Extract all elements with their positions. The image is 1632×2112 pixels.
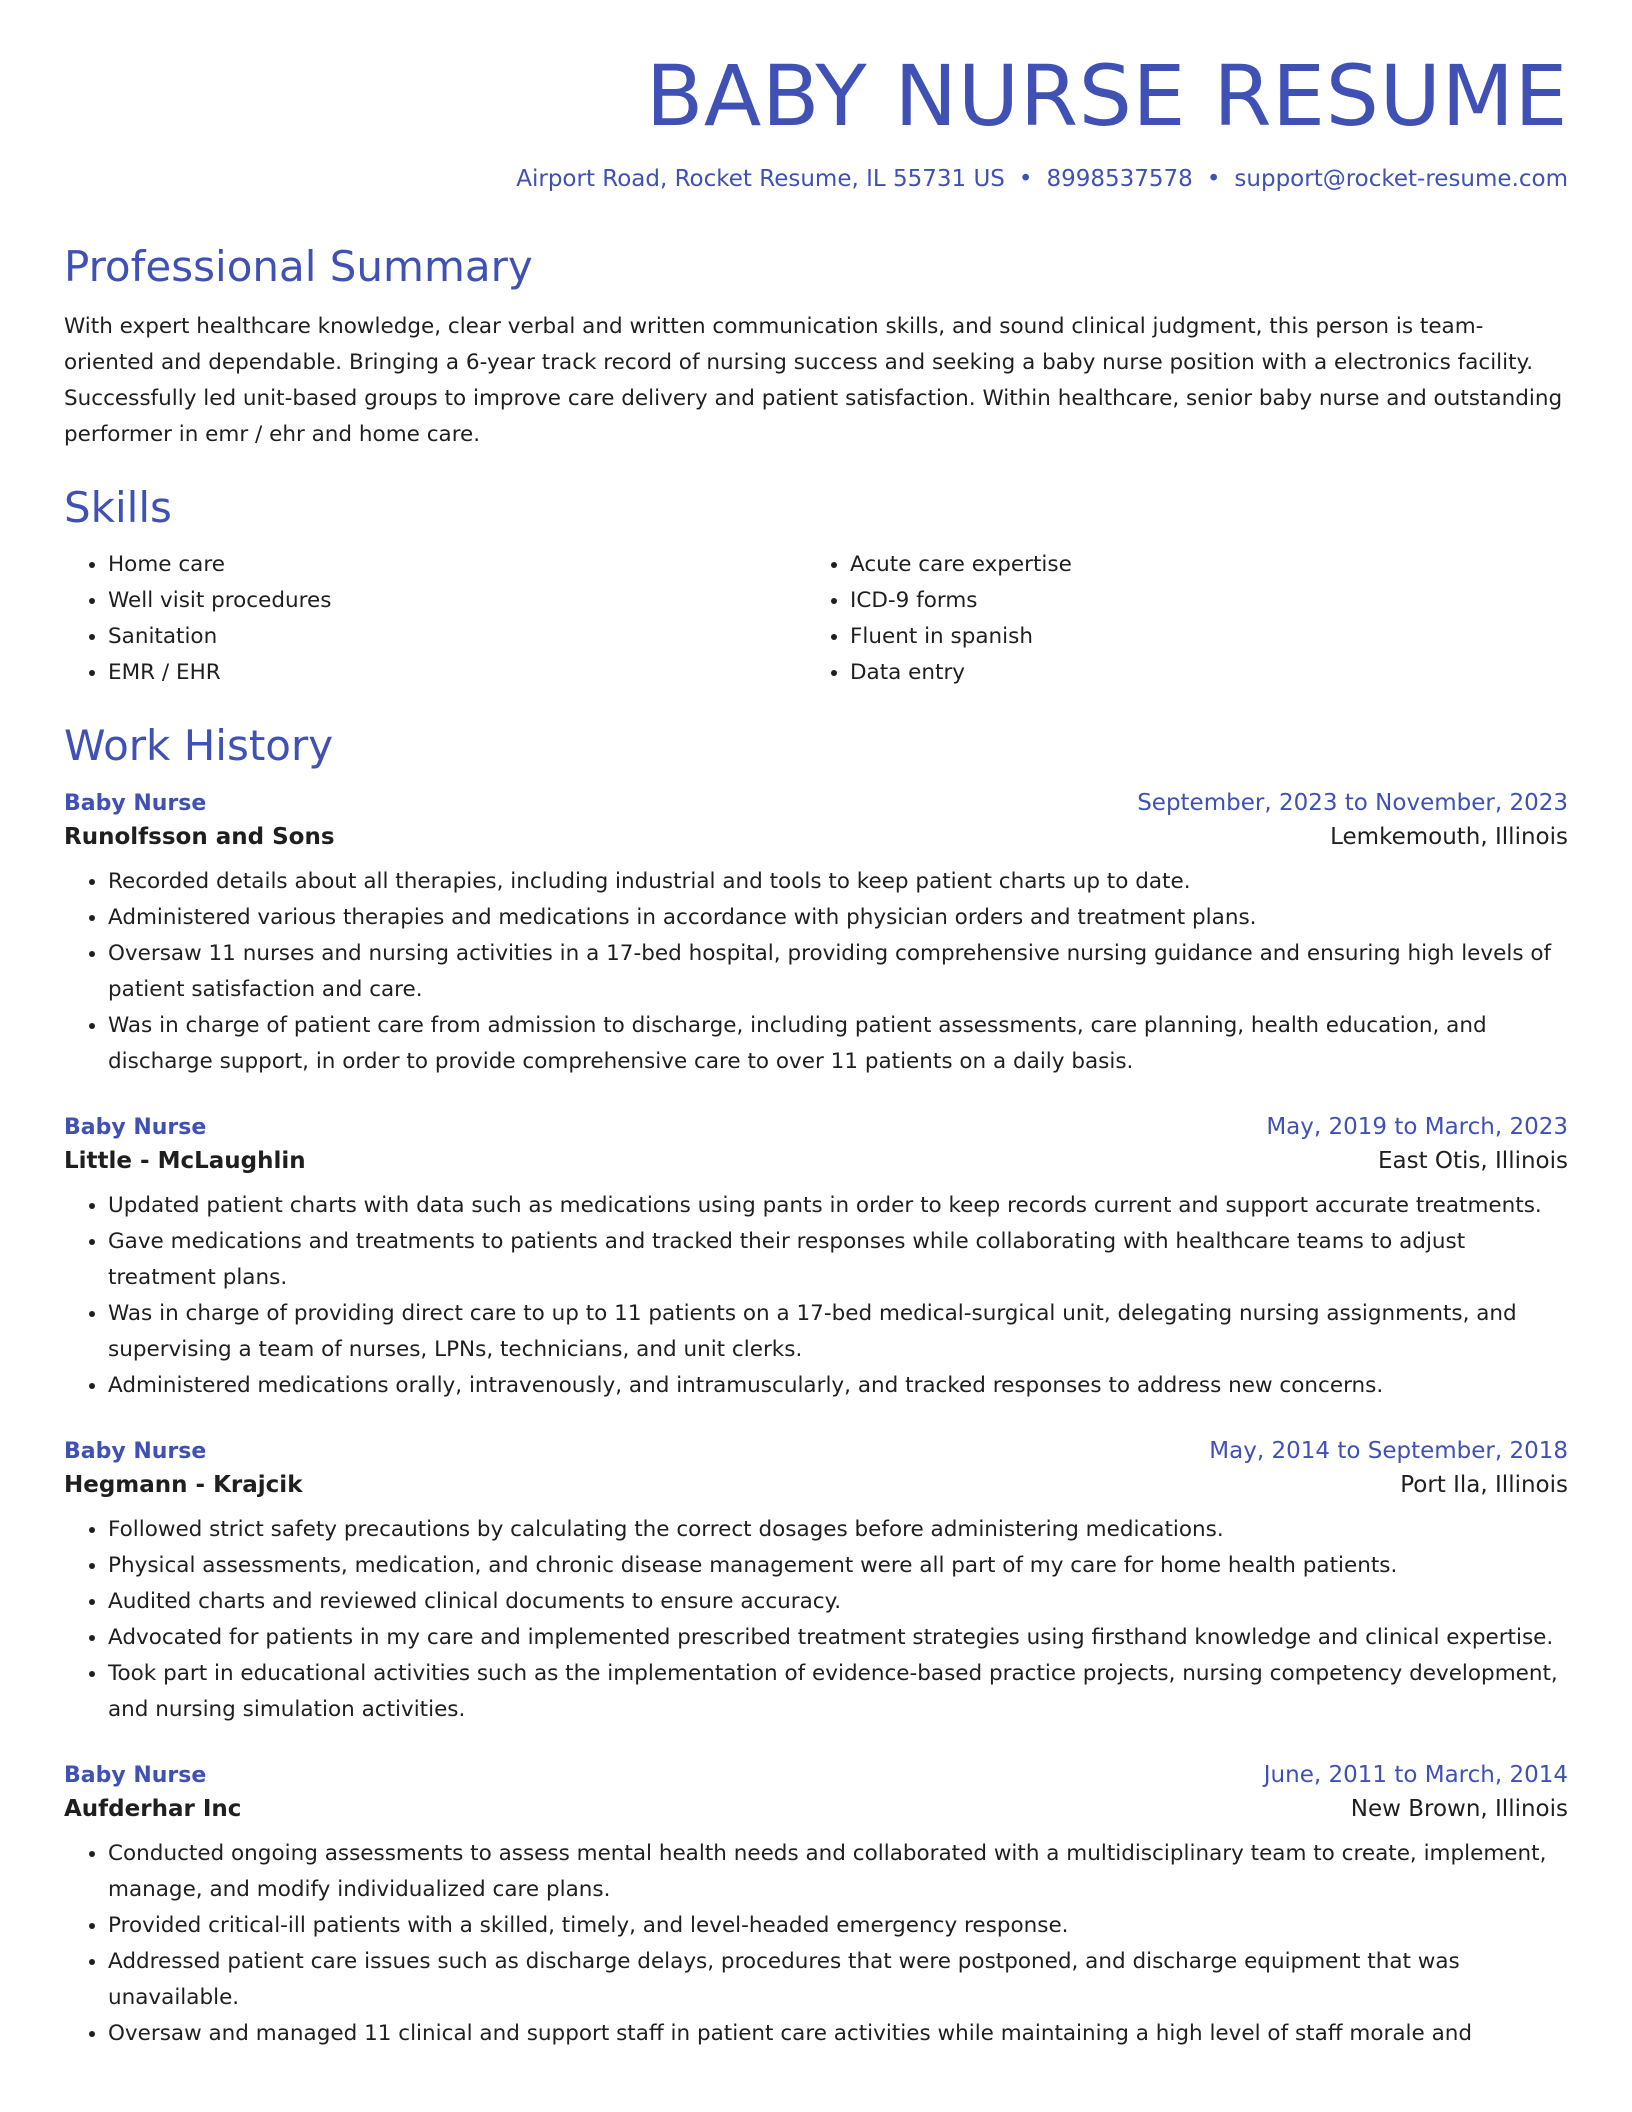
- job-dates: September, 2023 to November, 2023: [1137, 789, 1568, 816]
- skills-list: [64, 547, 1568, 691]
- resume-name: BABY NURSE RESUME: [645, 47, 1568, 145]
- job-company-row: [64, 1148, 1568, 1174]
- job-bullet: • Provided critical-ill patients with a skilled, timely, and level-headed emergency response.: [108, 1908, 1568, 1944]
- job-bullet: • Gave medications and treatments to patients and tracked their responses while collaborating with healthcare teams to adjust treatment plans.: [108, 1224, 1568, 1296]
- skill-item: • ICD-9 forms: [850, 583, 1548, 619]
- job-bullet: • Followed strict safety precautions by calculating the correct dosages before administering medications.: [108, 1512, 1568, 1548]
- separator-dot: •: [1018, 166, 1033, 193]
- job-bullet: • Conducted ongoing assessments to assess mental health needs and collaborated with a multidisciplinary team to create, implement, manage, and modify individualized care plans.: [108, 1836, 1568, 1908]
- job-bullet: • Was in charge of patient care from admission to discharge, including patient assessments, care planning, health education, and discharge support, in order to provide comprehensive care to over 11 patients on a daily basis.: [108, 1008, 1568, 1080]
- job-company-row: [64, 1472, 1568, 1498]
- job-bullets: [64, 1512, 1568, 1728]
- job-company: Runolfsson and Sons: [64, 823, 335, 850]
- work-history-heading: Work History: [64, 721, 334, 771]
- job-title: Baby Nurse: [64, 790, 207, 816]
- job-bullets: [64, 1188, 1568, 1404]
- job-bullet: • Oversaw 11 nurses and nursing activities in a 17-bed hospital, providing comprehensive nursing guidance and ensuring high levels of patient satisfaction and care.: [108, 936, 1568, 1008]
- job-header-row: [64, 790, 1568, 816]
- job-header-row: [64, 1438, 1568, 1464]
- job-entry: [64, 1762, 1568, 2052]
- skills-column-right: [806, 547, 1548, 691]
- job-bullets: [64, 864, 1568, 1080]
- job-dates: May, 2014 to September, 2018: [1209, 1437, 1568, 1464]
- job-bullets: [64, 1836, 1568, 2052]
- skills-column-left: [64, 547, 806, 691]
- job-entry: [64, 1438, 1568, 1728]
- job-location: Port Ila, Illinois: [1400, 1471, 1568, 1498]
- skill-item: • Sanitation: [108, 619, 806, 655]
- job-title: Baby Nurse: [64, 1114, 207, 1140]
- resume-page: [64, 0, 1568, 2052]
- phone: 8998537578: [1046, 166, 1193, 193]
- job-company: Little - McLaughlin: [64, 1147, 306, 1174]
- address: Airport Road, Rocket Resume, IL 55731 US: [516, 166, 1005, 193]
- job-location: East Otis, Illinois: [1377, 1147, 1568, 1174]
- skill-item: • Home care: [108, 547, 806, 583]
- job-header-row: [64, 1762, 1568, 1788]
- job-bullet: • Physical assessments, medication, and chronic disease management were all part of my care for home health patients.: [108, 1548, 1568, 1584]
- job-location: New Brown, Illinois: [1350, 1795, 1568, 1822]
- job-bullet: • Oversaw and managed 11 clinical and support staff in patient care activities while maintaining a high level of staff morale and: [108, 2016, 1568, 2052]
- email-link[interactable]: support@rocket-resume.com: [1234, 166, 1568, 193]
- job-company-row: [64, 824, 1568, 850]
- job-bullet: • Recorded details about all therapies, including industrial and tools to keep patient charts up to date.: [108, 864, 1568, 900]
- job-company: Aufderhar Inc: [64, 1795, 242, 1822]
- job-bullet: • Was in charge of providing direct care to up to 11 patients on a 17-bed medical-surgical unit, delegating nursing assignments, and supervising a team of nurses, LPNs, technicians, and unit clerks.: [108, 1296, 1568, 1368]
- job-entry: [64, 1114, 1568, 1404]
- job-bullet: • Administered various therapies and medications in accordance with physician orders and treatment plans.: [108, 900, 1568, 936]
- job-dates: June, 2011 to March, 2014: [1263, 1761, 1568, 1788]
- separator-dot: •: [1206, 166, 1221, 193]
- job-bullet: • Took part in educational activities such as the implementation of evidence-based practice projects, nursing competency development, and nursing simulation activities.: [108, 1656, 1568, 1728]
- job-company: Hegmann - Krajcik: [64, 1471, 303, 1498]
- summary-text: With expert healthcare knowledge, clear verbal and written communication skills, and sound clinical judgment, this person is team-oriented and dependable. Bringing a 6-year track record of nursing success and seeking a baby nurse position with a electronics facility. Successfully led unit-based groups to improve care delivery and patient satisfaction. Within healthcare, senior baby nurse and outstanding performer in emr / ehr and home care.: [64, 313, 1563, 447]
- job-dates: May, 2019 to March, 2023: [1266, 1113, 1568, 1140]
- job-bullet: • Audited charts and reviewed clinical documents to ensure accuracy.: [108, 1584, 1568, 1620]
- job-title: Baby Nurse: [64, 1438, 207, 1464]
- skill-item: • EMR / EHR: [108, 655, 806, 691]
- resume-header: [64, 0, 1568, 192]
- skills-heading: Skills: [64, 482, 172, 532]
- job-bullet: • Administered medications orally, intravenously, and intramuscularly, and tracked responses to address new concerns.: [108, 1368, 1568, 1404]
- job-bullet: • Addressed patient care issues such as discharge delays, procedures that were postponed, and discharge equipment that was unavailable.: [108, 1944, 1568, 2016]
- job-header-row: [64, 1114, 1568, 1140]
- skill-item: • Data entry: [850, 655, 1548, 691]
- job-entry: [64, 790, 1568, 1080]
- job-location: Lemkemouth, Illinois: [1330, 823, 1568, 850]
- job-bullet: • Advocated for patients in my care and implemented prescribed treatment strategies using firsthand knowledge and clinical expertise.: [108, 1620, 1568, 1656]
- job-company-row: [64, 1796, 1568, 1822]
- job-title: Baby Nurse: [64, 1762, 207, 1788]
- contact-line: [64, 166, 1568, 192]
- skill-item: • Acute care expertise: [850, 547, 1548, 583]
- skill-item: • Well visit procedures: [108, 583, 806, 619]
- summary-heading: Professional Summary: [64, 242, 533, 292]
- skill-item: • Fluent in spanish: [850, 619, 1548, 655]
- job-bullet: • Updated patient charts with data such as medications using pants in order to keep records current and support accurate treatments.: [108, 1188, 1568, 1224]
